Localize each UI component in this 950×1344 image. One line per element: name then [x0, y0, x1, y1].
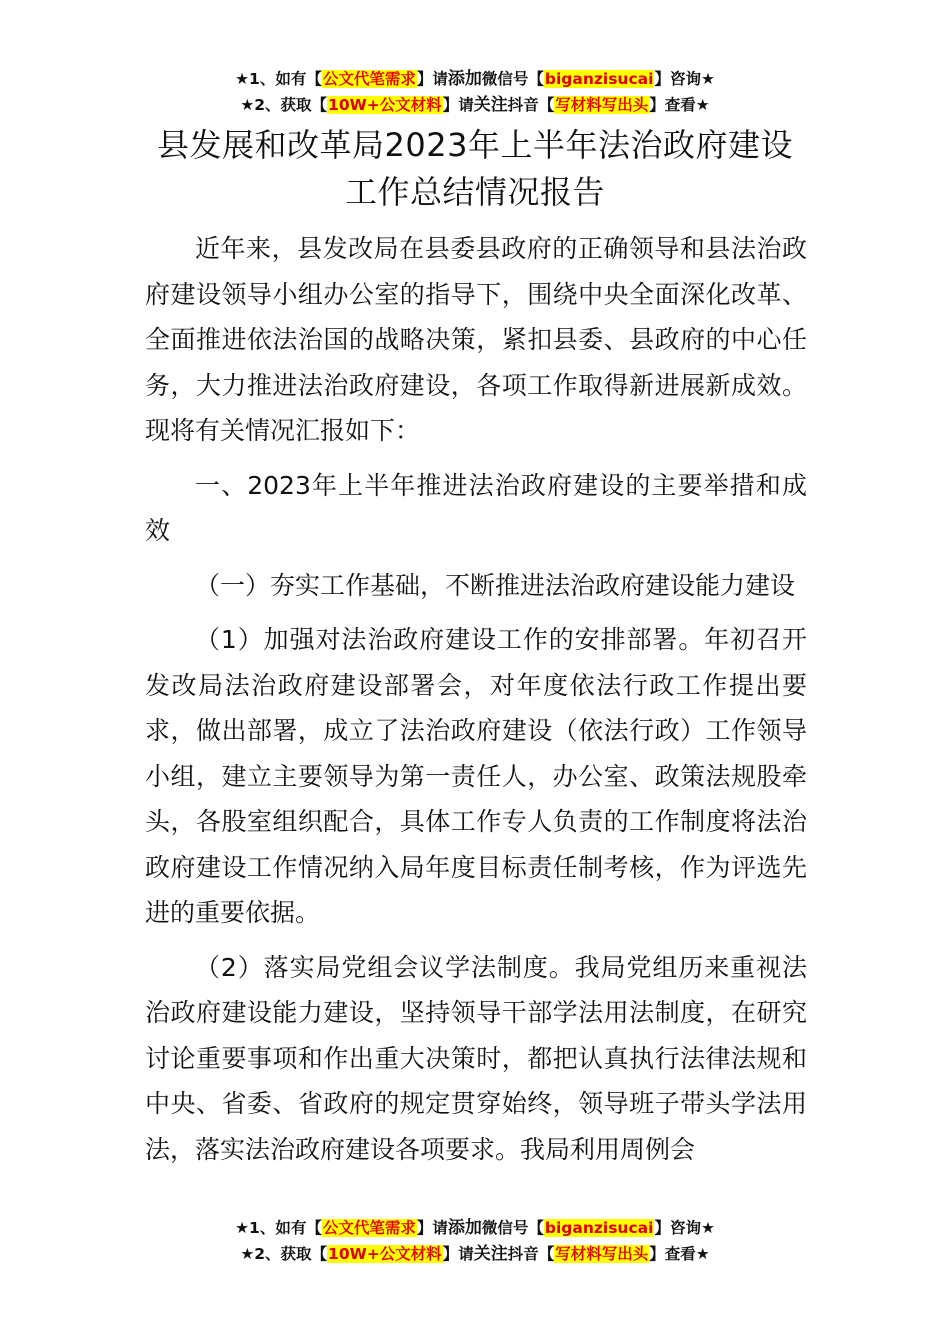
heading-section-1: 一、2023年上半年推进法治政府建设的主要举措和成效	[145, 470, 807, 545]
paragraph-intro: 近年来，县发改局在县委县政府的正确领导和县法治政府建设领导小组办公室的指导下，围绕中央全面深化改革、全面推进依法治国的战略决策，紧扣县委、县政府的中心任务，大力推进法治政府建设，各项工作取得新进展新成效。现将有关情况汇报如下：	[145, 234, 807, 445]
promo-line-1	[0, 66, 950, 92]
promo-highlight: 10W+公文材料	[328, 96, 442, 114]
promo-line-2	[0, 1241, 950, 1267]
promo-emphasis: 关注	[473, 1244, 508, 1264]
title-line-1: 县发展和改革局2023年上半年法治政府建设	[157, 126, 793, 164]
promo-text: ★1、如有【	[235, 1219, 322, 1237]
promo-banner-top	[0, 66, 950, 118]
promo-text: ★1、如有【	[235, 70, 322, 88]
promo-highlight: 公文代笔需求	[322, 1219, 416, 1237]
promo-text: 】请	[442, 96, 474, 114]
promo-text: ★2、获取【	[240, 96, 328, 114]
promo-emphasis: 添加	[447, 1218, 482, 1238]
promo-highlight: 写材料写出头	[555, 96, 649, 114]
promo-text: 】咨询★	[654, 1219, 715, 1237]
promo-text: 】咨询★	[654, 70, 715, 88]
promo-text: 】请	[416, 70, 448, 88]
promo-highlight: 10W+公文材料	[328, 1245, 442, 1263]
promo-text: 】请	[416, 1219, 448, 1237]
document-title	[140, 122, 810, 216]
promo-highlight: biganzisucai	[544, 70, 654, 88]
promo-text: ★2、获取【	[240, 1245, 328, 1263]
paragraph-item-1: （1）加强对法治政府建设工作的安排部署。年初召开发改局法治政府建设部署会，对年度依法行政工作提出要求，做出部署，成立了法治政府建设（依法行政）工作领导小组，建立主要领导为第一责任人，办公室、政策法规股牵头，各股室组织配合，具体工作专人负责的工作制度将法治政府建设工作情况纳入局年度目标责任制考核，作为评选先进的重要依据。	[145, 625, 807, 927]
promo-line-2	[0, 92, 950, 118]
promo-text: 抖音【	[507, 96, 555, 114]
promo-highlight: 公文代笔需求	[322, 70, 416, 88]
document-body	[145, 226, 807, 1181]
paragraph-item-2: （2）落实局党组会议学法制度。我局党组历来重视法治政府建设能力建设，坚持领导干部学法用法制度，在研究讨论重要事项和作出重大决策时，都把认真执行法律法规和中央、省委、省政府的规定贯穿始终，领导班子带头学法用法，落实法治政府建设各项要求。我局利用周例会	[145, 952, 807, 1164]
promo-banner-bottom	[0, 1215, 950, 1267]
promo-emphasis: 关注	[473, 95, 508, 115]
promo-highlight: biganzisucai	[544, 1219, 654, 1237]
promo-text: 微信号【	[481, 70, 544, 88]
promo-text: 抖音【	[507, 1245, 555, 1263]
promo-text: 】查看★	[649, 1245, 710, 1263]
promo-text: 微信号【	[481, 1219, 544, 1237]
promo-text: 】查看★	[649, 96, 710, 114]
promo-highlight: 写材料写出头	[555, 1245, 649, 1263]
promo-line-1	[0, 1215, 950, 1241]
title-line-2: 工作总结情况报告	[344, 173, 605, 211]
heading-subsection-1: （一）夯实工作基础，不断推进法治政府建设能力建设	[195, 570, 796, 600]
promo-emphasis: 添加	[447, 69, 482, 89]
promo-text: 】请	[442, 1245, 474, 1263]
